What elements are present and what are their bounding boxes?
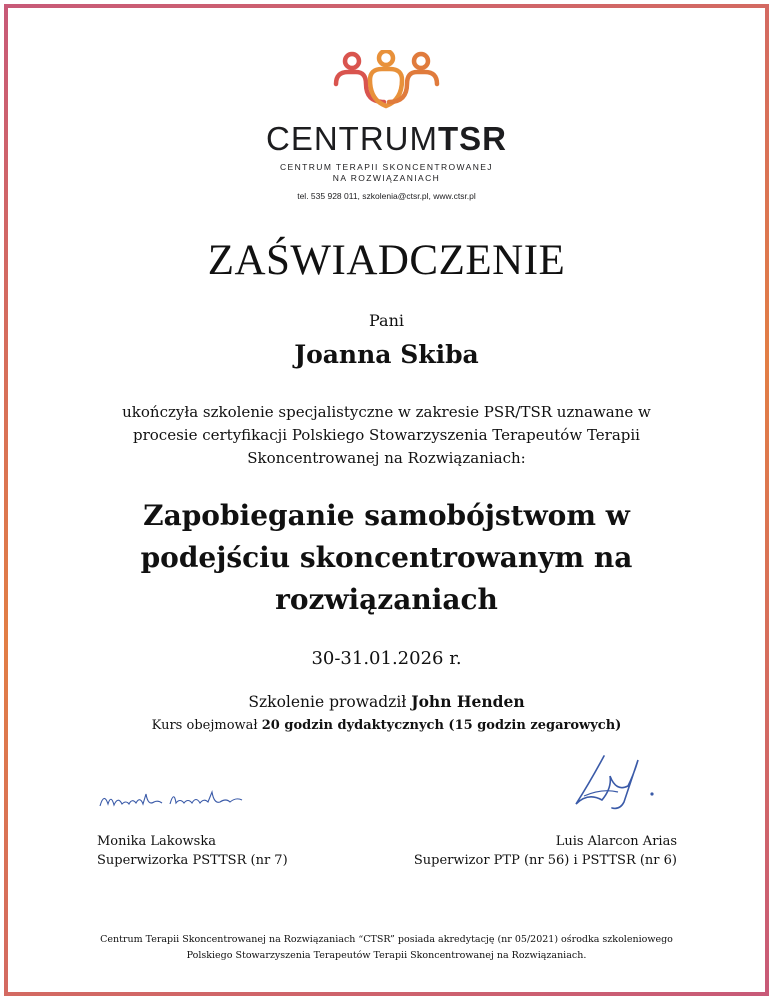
right-signature: [568, 748, 660, 816]
left-signatory-role: Superwizorka PSTTSR (nr 7): [97, 853, 288, 868]
course-title-line3: rozwiązaniach: [275, 583, 498, 616]
brand-subtitle-line1: CENTRUM TERAPII SKONCENTROWANEJ: [280, 162, 493, 172]
trainer-line: [0, 692, 773, 711]
hours-line: [0, 718, 773, 733]
hours-prefix: Kurs obejmował: [151, 718, 258, 733]
course-date: 30-31.01.2026 r.: [311, 648, 462, 669]
ctsr-logo: [330, 50, 443, 112]
description-line3: Skoncentrowanej na Rozwiązaniach:: [247, 449, 526, 467]
brand-bold: TSR: [437, 120, 507, 157]
course-title-line1: Zapobieganie samobójstwom w: [143, 499, 630, 532]
footer-line1: Centrum Terapii Skoncentrowanej na Rozwiązaniach “CTSR” posiada akredytację (nr 05/2021) ośrodka szkoleniowego: [100, 934, 673, 945]
contact-info: tel. 535 928 011, szkolenia@ctsr.pl, www.ctsr.pl: [297, 191, 476, 201]
accreditation-footer: [0, 932, 773, 964]
trainer-name: John Henden: [411, 692, 525, 711]
description-line2: procesie certyfikacji Polskiego Stowarzyszenia Terapeutów Terapii: [133, 426, 640, 444]
description: [0, 401, 773, 470]
brand-subtitle-line2: NA ROZWIĄZANIACH: [332, 173, 441, 183]
left-signatory-name: Monika Lakowska: [97, 834, 216, 849]
right-signatory-name: Luis Alarcon Arias: [555, 834, 677, 849]
brand-subtitle: [0, 162, 773, 184]
course-title: [0, 495, 773, 621]
left-signatory: [97, 832, 288, 870]
brand-light: CENTRUM: [266, 120, 438, 157]
recipient-name: Joanna Skiba: [294, 340, 479, 369]
brand-name: [0, 120, 773, 158]
hours-value: 20 godzin dydaktycznych (15 godzin zegarowych): [261, 718, 622, 733]
certificate-title: ZAŚWIADCZENIE: [207, 237, 566, 284]
description-line1: ukończyła szkolenie specjalistyczne w zakresie PSR/TSR uznawane w: [122, 403, 651, 421]
footer-line2: Polskiego Stowarzyszenia Terapeutów Terapii Skoncentrowanej na Rozwiązaniach.: [186, 950, 587, 961]
left-signature: [96, 784, 246, 814]
salutation: Pani: [368, 311, 404, 330]
course-title-line2: podejściu skoncentrowanym na: [140, 541, 633, 574]
right-signatory-role: Superwizor PTP (nr 56) i PSTTSR (nr 6): [413, 853, 677, 868]
trainer-prefix: Szkolenie prowadził: [248, 693, 407, 711]
right-signatory: [414, 832, 677, 870]
